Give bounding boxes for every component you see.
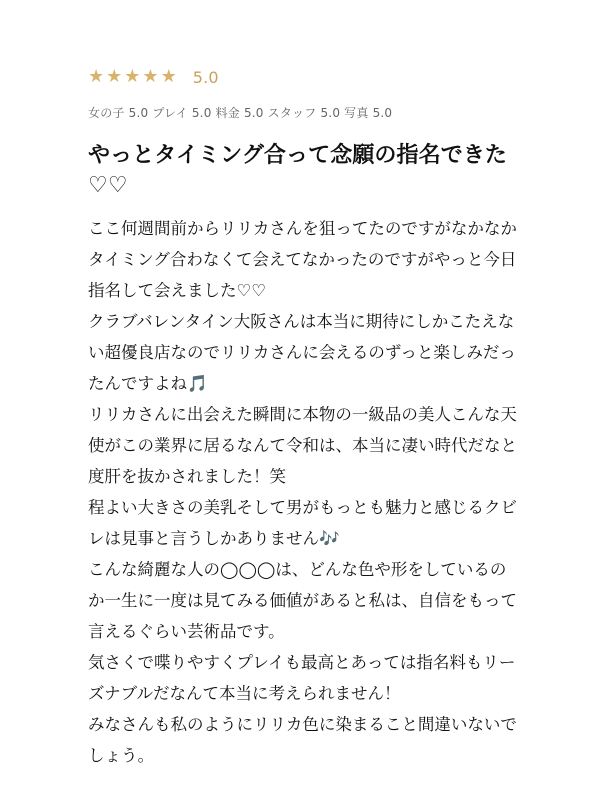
review-paragraph: リリカさんに出会えた瞬間に本物の一級品の美人こんな天使がこの業界に居るなんて令和は、本当に凄い時代だなと度肝を抜かされました！笑: [88, 405, 517, 486]
star-icon: ★: [160, 66, 177, 87]
star-rating: [88, 68, 177, 86]
star-icon: ★: [142, 66, 159, 87]
subscores: 女の子 5.0 プレイ 5.0 料金 5.0 スタッフ 5.0 写真 5.0: [88, 106, 393, 120]
review-paragraph: こんな綺麗な人の◯◯◯は、どんな色や形をしているのか一生に一度は見てみる価値があると私は、自信をもって言えるぐらい芸術品です。: [88, 560, 517, 641]
star-icon: ★: [124, 66, 141, 87]
review-title: やっとタイミング合って念願の指名できた♡♡: [88, 143, 508, 198]
review-paragraph: 気さくで喋りやすくプレイも最高とあっては指名料もリーズナブルだなんて本当に考えられません！: [88, 653, 516, 703]
star-icon: ★: [106, 66, 123, 87]
rating-row: [88, 62, 512, 92]
review-body: [88, 213, 518, 771]
overall-score: 5.0: [192, 67, 219, 87]
review-paragraph: ここ何週間前からリリカさんを狙ってたのですがなかなかタイミング合わなくて会えてなかったのですがやっと今日指名して会えました♡♡: [88, 219, 517, 300]
review-paragraph: 程よい大きさの美乳そして男がもっとも魅力と感じるクビレは見事と言うしかありません🎶: [88, 498, 517, 548]
star-icon: ★: [88, 66, 105, 87]
review-paragraph: みなさんも私のようにリリカ色に染まること間違いないでしょう。: [88, 715, 517, 765]
review-paragraph: クラブバレンタイン大阪さんは本当に期待にしかこたえない超優良店なのでリリカさんに会えるのずっと楽しみだったんですよね🎵: [88, 312, 516, 393]
